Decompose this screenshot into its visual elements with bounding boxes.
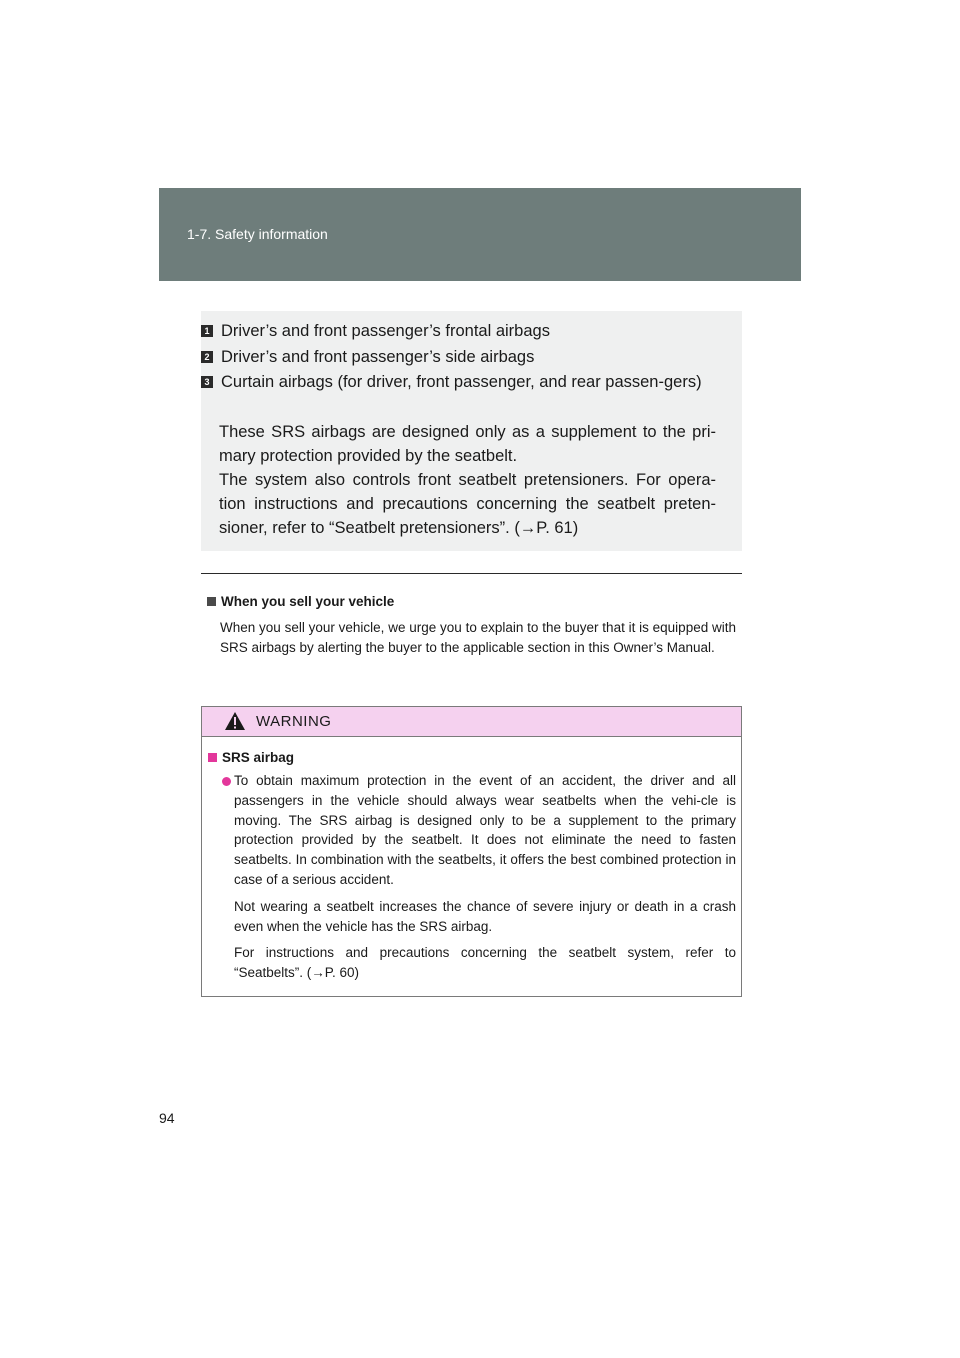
airbag-item-1 — [204, 319, 550, 343]
pink-circle-bullet-icon — [222, 777, 231, 786]
airbag-item-2 — [204, 345, 535, 369]
sell-heading — [207, 594, 394, 609]
airbag-item-label: Driver’s and front passenger’s side airbags — [221, 348, 535, 366]
warning-triangle-icon — [224, 711, 246, 731]
pink-square-bullet-icon — [208, 753, 217, 762]
warning-subheading-text: SRS airbag — [222, 750, 295, 765]
airbag-item-label: Driver’s and front passenger’s frontal airbags — [221, 322, 550, 340]
warning-subheading — [208, 750, 294, 765]
section-header — [159, 188, 801, 281]
airbag-item-3 — [204, 370, 718, 394]
number-3-icon: 3 — [201, 376, 213, 388]
divider — [201, 573, 742, 574]
intro-paragraph-2: The system also controls front seatbelt pretensioners. For opera-tion instructions and precautions concerning the seatbelt preten-sioner, refer to “Seatbelt pretensioners”. (→P. 61) — [219, 471, 716, 537]
warning-header — [202, 707, 741, 737]
sell-heading-text: When you sell your vehicle — [221, 594, 395, 609]
intro-paragraph-1: These SRS airbags are designed only as a supplement to the pri-mary protection provided by the seatbelt. — [219, 423, 716, 465]
square-bullet-icon — [207, 597, 216, 606]
airbag-info-box — [201, 311, 742, 551]
section-title: 1-7. Safety information — [187, 226, 328, 242]
number-2-icon: 2 — [201, 351, 213, 363]
warning-paragraph-2: Not wearing a seatbelt increases the chance of severe injury or death in a crash even when the vehicle has the SRS airbag. — [234, 899, 736, 934]
sell-text: When you sell your vehicle, we urge you to explain to the buyer that it is equipped with SRS airbags by alerting the buyer to the applicable section in this Owner’s Manual. — [220, 620, 736, 655]
warning-paragraph-3: For instructions and precautions concerning the seatbelt system, refer to “Seatbelts”. (→P. 60) — [234, 945, 736, 980]
warning-paragraph-1: To obtain maximum protection in the event of an accident, the driver and all passengers in the vehicle should always wear seatbelts when the vehi-cle is moving. The SRS airbag is designed only to be a supplement to the primary protection provided by the seatbelt. It does not eliminate the need to fasten seatbelts. In combination with the seatbelts, it offers the best combined protection in case of a serious accident. — [234, 773, 736, 887]
page-number: 94 — [159, 1110, 175, 1126]
number-1-icon: 1 — [201, 325, 213, 337]
airbag-item-label: Curtain airbags (for driver, front passenger, and rear passen-gers) — [221, 373, 702, 391]
warning-box — [201, 706, 742, 997]
warning-title: WARNING — [256, 713, 332, 730]
